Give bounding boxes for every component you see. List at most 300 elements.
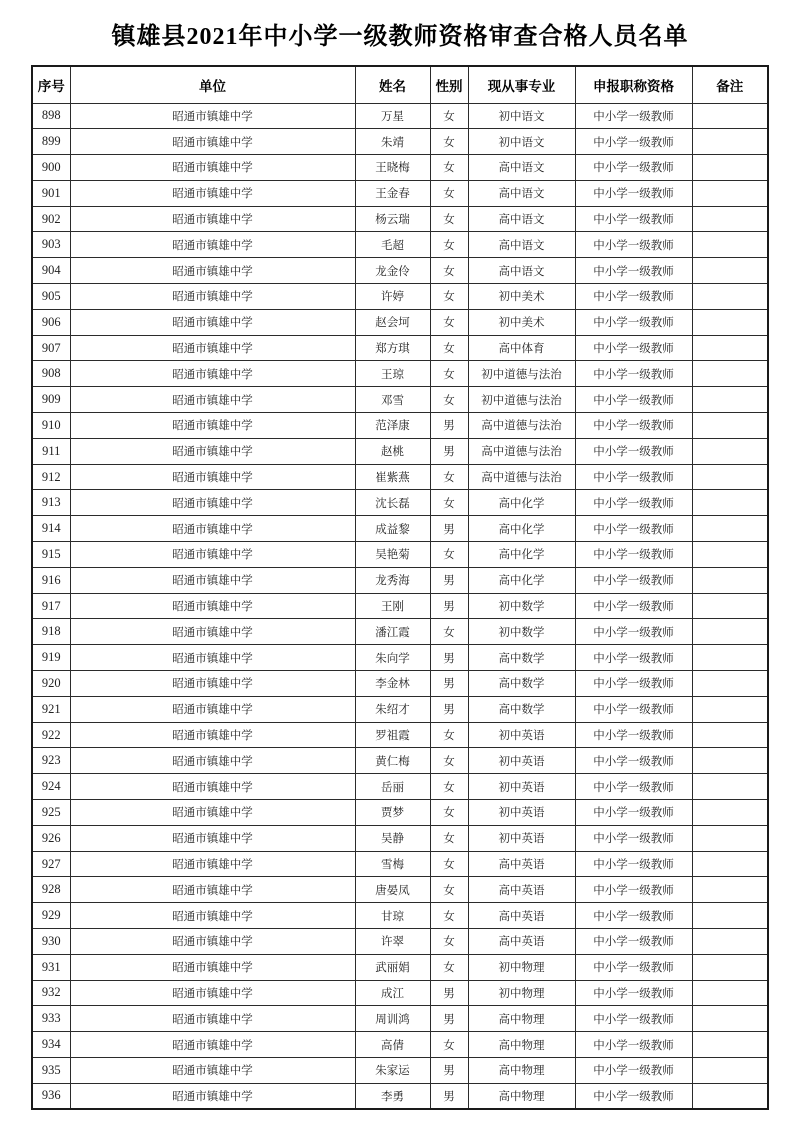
cell-unit: 昭通市镇雄中学: [70, 258, 355, 284]
cell-remark: [692, 155, 768, 181]
cell-name: 王金春: [355, 180, 430, 206]
cell-gender: 女: [430, 774, 468, 800]
cell-unit: 昭通市镇雄中学: [70, 645, 355, 671]
cell-remark: [692, 877, 768, 903]
cell-name: 唐晏凤: [355, 877, 430, 903]
cell-gender: 女: [430, 103, 468, 129]
cell-no: 930: [32, 929, 70, 955]
cell-gender: 女: [430, 258, 468, 284]
cell-gender: 女: [430, 1032, 468, 1058]
table-row: [32, 877, 768, 903]
cell-no: 901: [32, 180, 70, 206]
cell-subject: 高中语文: [468, 206, 575, 232]
cell-subject: 初中物理: [468, 980, 575, 1006]
cell-name: 吴静: [355, 825, 430, 851]
cell-name: 赵桃: [355, 438, 430, 464]
cell-gender: 男: [430, 413, 468, 439]
cell-gender: 男: [430, 1057, 468, 1083]
cell-unit: 昭通市镇雄中学: [70, 1032, 355, 1058]
table-row: [32, 361, 768, 387]
cell-gender: 女: [430, 851, 468, 877]
cell-remark: [692, 1032, 768, 1058]
cell-remark: [692, 232, 768, 258]
cell-gender: 女: [430, 929, 468, 955]
table-row: [32, 929, 768, 955]
cell-title-qual: 中小学一级教师: [575, 980, 692, 1006]
cell-name: 潘江霞: [355, 619, 430, 645]
cell-no: 909: [32, 387, 70, 413]
cell-title-qual: 中小学一级教师: [575, 696, 692, 722]
cell-no: 918: [32, 619, 70, 645]
cell-gender: 男: [430, 645, 468, 671]
table-row: [32, 1083, 768, 1109]
cell-remark: [692, 387, 768, 413]
cell-title-qual: 中小学一级教师: [575, 1083, 692, 1109]
cell-no: 910: [32, 413, 70, 439]
cell-unit: 昭通市镇雄中学: [70, 722, 355, 748]
table-row: [32, 1032, 768, 1058]
cell-name: 成江: [355, 980, 430, 1006]
cell-remark: [692, 825, 768, 851]
cell-subject: 高中语文: [468, 258, 575, 284]
cell-subject: 高中化学: [468, 567, 575, 593]
cell-no: 916: [32, 567, 70, 593]
table-row: [32, 1057, 768, 1083]
cell-unit: 昭通市镇雄中学: [70, 929, 355, 955]
table-row: [32, 619, 768, 645]
cell-gender: 男: [430, 1083, 468, 1109]
table-row: [32, 1006, 768, 1032]
cell-subject: 初中英语: [468, 774, 575, 800]
cell-remark: [692, 335, 768, 361]
cell-remark: [692, 413, 768, 439]
cell-name: 黄仁梅: [355, 748, 430, 774]
cell-name: 罗祖霞: [355, 722, 430, 748]
cell-no: 936: [32, 1083, 70, 1109]
cell-unit: 昭通市镇雄中学: [70, 155, 355, 181]
cell-title-qual: 中小学一级教师: [575, 464, 692, 490]
cell-gender: 男: [430, 980, 468, 1006]
cell-gender: 女: [430, 877, 468, 903]
cell-no: 926: [32, 825, 70, 851]
cell-no: 917: [32, 593, 70, 619]
cell-subject: 初中道德与法治: [468, 361, 575, 387]
table-row: [32, 696, 768, 722]
cell-name: 郑方琪: [355, 335, 430, 361]
cell-title-qual: 中小学一级教师: [575, 1057, 692, 1083]
cell-remark: [692, 206, 768, 232]
cell-title-qual: 中小学一级教师: [575, 438, 692, 464]
cell-remark: [692, 490, 768, 516]
cell-no: 933: [32, 1006, 70, 1032]
cell-name: 武丽娟: [355, 954, 430, 980]
cell-subject: 高中物理: [468, 1006, 575, 1032]
cell-title-qual: 中小学一级教师: [575, 748, 692, 774]
cell-name: 朱靖: [355, 129, 430, 155]
cell-name: 周训鸿: [355, 1006, 430, 1032]
cell-no: 927: [32, 851, 70, 877]
cell-name: 甘琼: [355, 903, 430, 929]
header-title-qual: 申报职称资格: [575, 66, 692, 103]
cell-title-qual: 中小学一级教师: [575, 800, 692, 826]
cell-title-qual: 中小学一级教师: [575, 335, 692, 361]
cell-no: 931: [32, 954, 70, 980]
cell-no: 908: [32, 361, 70, 387]
cell-subject: 高中物理: [468, 1083, 575, 1109]
table-row: [32, 309, 768, 335]
cell-remark: [692, 567, 768, 593]
cell-subject: 高中化学: [468, 542, 575, 568]
cell-no: 906: [32, 309, 70, 335]
table-row: [32, 954, 768, 980]
cell-name: 许婷: [355, 284, 430, 310]
table-row: [32, 413, 768, 439]
header-gender: 性别: [430, 66, 468, 103]
cell-subject: 初中美术: [468, 309, 575, 335]
cell-remark: [692, 593, 768, 619]
cell-title-qual: 中小学一级教师: [575, 232, 692, 258]
cell-title-qual: 中小学一级教师: [575, 645, 692, 671]
cell-title-qual: 中小学一级教师: [575, 593, 692, 619]
table-row: [32, 593, 768, 619]
cell-title-qual: 中小学一级教师: [575, 542, 692, 568]
cell-name: 沈长磊: [355, 490, 430, 516]
cell-no: 900: [32, 155, 70, 181]
cell-name: 赵会坷: [355, 309, 430, 335]
header-unit: 单位: [70, 66, 355, 103]
table-row: [32, 903, 768, 929]
cell-subject: 高中英语: [468, 851, 575, 877]
cell-title-qual: 中小学一级教师: [575, 387, 692, 413]
cell-subject: 高中英语: [468, 929, 575, 955]
header-subject: 现从事专业: [468, 66, 575, 103]
cell-name: 成益黎: [355, 516, 430, 542]
cell-name: 朱绍才: [355, 696, 430, 722]
cell-title-qual: 中小学一级教师: [575, 619, 692, 645]
cell-subject: 高中化学: [468, 490, 575, 516]
cell-remark: [692, 619, 768, 645]
cell-title-qual: 中小学一级教师: [575, 722, 692, 748]
page-title: 镇雄县2021年中小学一级教师资格审查合格人员名单: [111, 24, 689, 50]
cell-gender: 女: [430, 361, 468, 387]
cell-gender: 女: [430, 155, 468, 181]
cell-remark: [692, 361, 768, 387]
cell-unit: 昭通市镇雄中学: [70, 696, 355, 722]
cell-unit: 昭通市镇雄中学: [70, 593, 355, 619]
cell-remark: [692, 929, 768, 955]
cell-title-qual: 中小学一级教师: [575, 903, 692, 929]
table-row: [32, 129, 768, 155]
cell-title-qual: 中小学一级教师: [575, 774, 692, 800]
cell-remark: [692, 258, 768, 284]
cell-subject: 高中英语: [468, 903, 575, 929]
cell-subject: 初中道德与法治: [468, 387, 575, 413]
cell-title-qual: 中小学一级教师: [575, 413, 692, 439]
cell-name: 王琼: [355, 361, 430, 387]
cell-gender: 女: [430, 903, 468, 929]
cell-no: 903: [32, 232, 70, 258]
cell-subject: 高中物理: [468, 1057, 575, 1083]
cell-unit: 昭通市镇雄中学: [70, 774, 355, 800]
cell-name: 雪梅: [355, 851, 430, 877]
cell-gender: 男: [430, 567, 468, 593]
header-remark: 备注: [692, 66, 768, 103]
cell-gender: 女: [430, 206, 468, 232]
cell-remark: [692, 980, 768, 1006]
cell-no: 935: [32, 1057, 70, 1083]
cell-gender: 女: [430, 387, 468, 413]
cell-remark: [692, 722, 768, 748]
cell-gender: 女: [430, 722, 468, 748]
cell-unit: 昭通市镇雄中学: [70, 129, 355, 155]
cell-unit: 昭通市镇雄中学: [70, 748, 355, 774]
cell-gender: 女: [430, 542, 468, 568]
cell-remark: [692, 542, 768, 568]
cell-no: 911: [32, 438, 70, 464]
table-row: [32, 103, 768, 129]
header-row: [32, 66, 768, 103]
cell-no: 928: [32, 877, 70, 903]
table-row: [32, 438, 768, 464]
table-row: [32, 980, 768, 1006]
cell-unit: 昭通市镇雄中学: [70, 851, 355, 877]
cell-name: 杨云瑞: [355, 206, 430, 232]
cell-unit: 昭通市镇雄中学: [70, 1083, 355, 1109]
cell-no: 934: [32, 1032, 70, 1058]
cell-title-qual: 中小学一级教师: [575, 206, 692, 232]
cell-remark: [692, 851, 768, 877]
table-body: [32, 103, 768, 1109]
cell-unit: 昭通市镇雄中学: [70, 567, 355, 593]
cell-unit: 昭通市镇雄中学: [70, 103, 355, 129]
table-row: [32, 258, 768, 284]
table-row: [32, 516, 768, 542]
cell-name: 朱向学: [355, 645, 430, 671]
cell-remark: [692, 129, 768, 155]
cell-title-qual: 中小学一级教师: [575, 1032, 692, 1058]
cell-title-qual: 中小学一级教师: [575, 309, 692, 335]
cell-name: 万星: [355, 103, 430, 129]
table-row: [32, 542, 768, 568]
table-row: [32, 671, 768, 697]
cell-title-qual: 中小学一级教师: [575, 567, 692, 593]
cell-unit: 昭通市镇雄中学: [70, 800, 355, 826]
cell-remark: [692, 954, 768, 980]
cell-gender: 女: [430, 284, 468, 310]
cell-remark: [692, 103, 768, 129]
cell-name: 王晓梅: [355, 155, 430, 181]
cell-subject: 初中物理: [468, 954, 575, 980]
cell-name: 毛超: [355, 232, 430, 258]
cell-gender: 女: [430, 748, 468, 774]
cell-gender: 男: [430, 671, 468, 697]
cell-remark: [692, 309, 768, 335]
header-name: 姓名: [355, 66, 430, 103]
cell-title-qual: 中小学一级教师: [575, 954, 692, 980]
cell-name: 邓雪: [355, 387, 430, 413]
cell-title-qual: 中小学一级教师: [575, 516, 692, 542]
cell-unit: 昭通市镇雄中学: [70, 464, 355, 490]
cell-no: 924: [32, 774, 70, 800]
cell-gender: 女: [430, 800, 468, 826]
cell-gender: 女: [430, 954, 468, 980]
cell-remark: [692, 800, 768, 826]
cell-name: 王刚: [355, 593, 430, 619]
cell-unit: 昭通市镇雄中学: [70, 284, 355, 310]
table-row: [32, 774, 768, 800]
cell-title-qual: 中小学一级教师: [575, 929, 692, 955]
roster-table: [31, 65, 769, 1110]
table-header: [32, 66, 768, 103]
cell-title-qual: 中小学一级教师: [575, 1006, 692, 1032]
cell-title-qual: 中小学一级教师: [575, 103, 692, 129]
cell-title-qual: 中小学一级教师: [575, 851, 692, 877]
cell-remark: [692, 696, 768, 722]
cell-remark: [692, 903, 768, 929]
table-row: [32, 567, 768, 593]
cell-unit: 昭通市镇雄中学: [70, 490, 355, 516]
cell-title-qual: 中小学一级教师: [575, 825, 692, 851]
cell-gender: 男: [430, 696, 468, 722]
cell-name: 岳丽: [355, 774, 430, 800]
cell-name: 龙金伶: [355, 258, 430, 284]
cell-name: 朱家运: [355, 1057, 430, 1083]
table-row: [32, 180, 768, 206]
table-row: [32, 464, 768, 490]
cell-subject: 高中体育: [468, 335, 575, 361]
table-row: [32, 206, 768, 232]
cell-subject: 初中英语: [468, 825, 575, 851]
cell-remark: [692, 1083, 768, 1109]
cell-unit: 昭通市镇雄中学: [70, 232, 355, 258]
cell-gender: 女: [430, 180, 468, 206]
cell-name: 李金林: [355, 671, 430, 697]
table-row: [32, 851, 768, 877]
cell-remark: [692, 438, 768, 464]
cell-gender: 女: [430, 464, 468, 490]
cell-subject: 高中语文: [468, 155, 575, 181]
cell-remark: [692, 516, 768, 542]
cell-no: 915: [32, 542, 70, 568]
cell-no: 902: [32, 206, 70, 232]
cell-no: 922: [32, 722, 70, 748]
cell-no: 905: [32, 284, 70, 310]
table-row: [32, 284, 768, 310]
cell-gender: 男: [430, 516, 468, 542]
table-row: [32, 335, 768, 361]
cell-remark: [692, 284, 768, 310]
cell-unit: 昭通市镇雄中学: [70, 903, 355, 929]
cell-unit: 昭通市镇雄中学: [70, 542, 355, 568]
cell-no: 914: [32, 516, 70, 542]
cell-title-qual: 中小学一级教师: [575, 490, 692, 516]
cell-unit: 昭通市镇雄中学: [70, 1057, 355, 1083]
cell-remark: [692, 748, 768, 774]
table-row: [32, 645, 768, 671]
cell-remark: [692, 645, 768, 671]
cell-gender: 女: [430, 232, 468, 258]
table-row: [32, 748, 768, 774]
header-no: 序号: [32, 66, 70, 103]
cell-gender: 女: [430, 309, 468, 335]
cell-title-qual: 中小学一级教师: [575, 258, 692, 284]
cell-unit: 昭通市镇雄中学: [70, 516, 355, 542]
cell-remark: [692, 1057, 768, 1083]
cell-no: 904: [32, 258, 70, 284]
cell-no: 899: [32, 129, 70, 155]
cell-name: 贾梦: [355, 800, 430, 826]
cell-unit: 昭通市镇雄中学: [70, 387, 355, 413]
cell-name: 许翠: [355, 929, 430, 955]
table-row: [32, 825, 768, 851]
cell-no: 919: [32, 645, 70, 671]
cell-subject: 初中数学: [468, 619, 575, 645]
cell-title-qual: 中小学一级教师: [575, 155, 692, 181]
table-row: [32, 800, 768, 826]
cell-unit: 昭通市镇雄中学: [70, 309, 355, 335]
cell-gender: 男: [430, 1006, 468, 1032]
cell-unit: 昭通市镇雄中学: [70, 413, 355, 439]
cell-unit: 昭通市镇雄中学: [70, 619, 355, 645]
cell-subject: 高中道德与法治: [468, 438, 575, 464]
cell-subject: 高中语文: [468, 180, 575, 206]
cell-subject: 初中英语: [468, 800, 575, 826]
cell-subject: 高中化学: [468, 516, 575, 542]
cell-subject: 初中英语: [468, 722, 575, 748]
cell-title-qual: 中小学一级教师: [575, 361, 692, 387]
cell-unit: 昭通市镇雄中学: [70, 671, 355, 697]
cell-gender: 女: [430, 825, 468, 851]
cell-subject: 初中英语: [468, 748, 575, 774]
cell-no: 932: [32, 980, 70, 1006]
cell-gender: 女: [430, 335, 468, 361]
cell-subject: 高中数学: [468, 645, 575, 671]
cell-subject: 高中数学: [468, 671, 575, 697]
cell-unit: 昭通市镇雄中学: [70, 877, 355, 903]
cell-remark: [692, 1006, 768, 1032]
cell-unit: 昭通市镇雄中学: [70, 438, 355, 464]
cell-no: 923: [32, 748, 70, 774]
cell-name: 吴艳菊: [355, 542, 430, 568]
cell-unit: 昭通市镇雄中学: [70, 954, 355, 980]
table-row: [32, 490, 768, 516]
cell-subject: 初中美术: [468, 284, 575, 310]
cell-gender: 女: [430, 619, 468, 645]
table-row: [32, 232, 768, 258]
cell-subject: 高中道德与法治: [468, 464, 575, 490]
cell-gender: 女: [430, 490, 468, 516]
cell-title-qual: 中小学一级教师: [575, 671, 692, 697]
cell-subject: 高中英语: [468, 877, 575, 903]
table-row: [32, 722, 768, 748]
table-row: [32, 387, 768, 413]
cell-title-qual: 中小学一级教师: [575, 877, 692, 903]
cell-name: 龙秀海: [355, 567, 430, 593]
cell-name: 高倩: [355, 1032, 430, 1058]
cell-unit: 昭通市镇雄中学: [70, 335, 355, 361]
cell-gender: 男: [430, 593, 468, 619]
cell-gender: 女: [430, 129, 468, 155]
cell-no: 929: [32, 903, 70, 929]
cell-unit: 昭通市镇雄中学: [70, 180, 355, 206]
cell-no: 913: [32, 490, 70, 516]
cell-name: 范泽康: [355, 413, 430, 439]
cell-subject: 高中语文: [468, 232, 575, 258]
cell-remark: [692, 774, 768, 800]
cell-no: 921: [32, 696, 70, 722]
cell-remark: [692, 464, 768, 490]
cell-title-qual: 中小学一级教师: [575, 129, 692, 155]
